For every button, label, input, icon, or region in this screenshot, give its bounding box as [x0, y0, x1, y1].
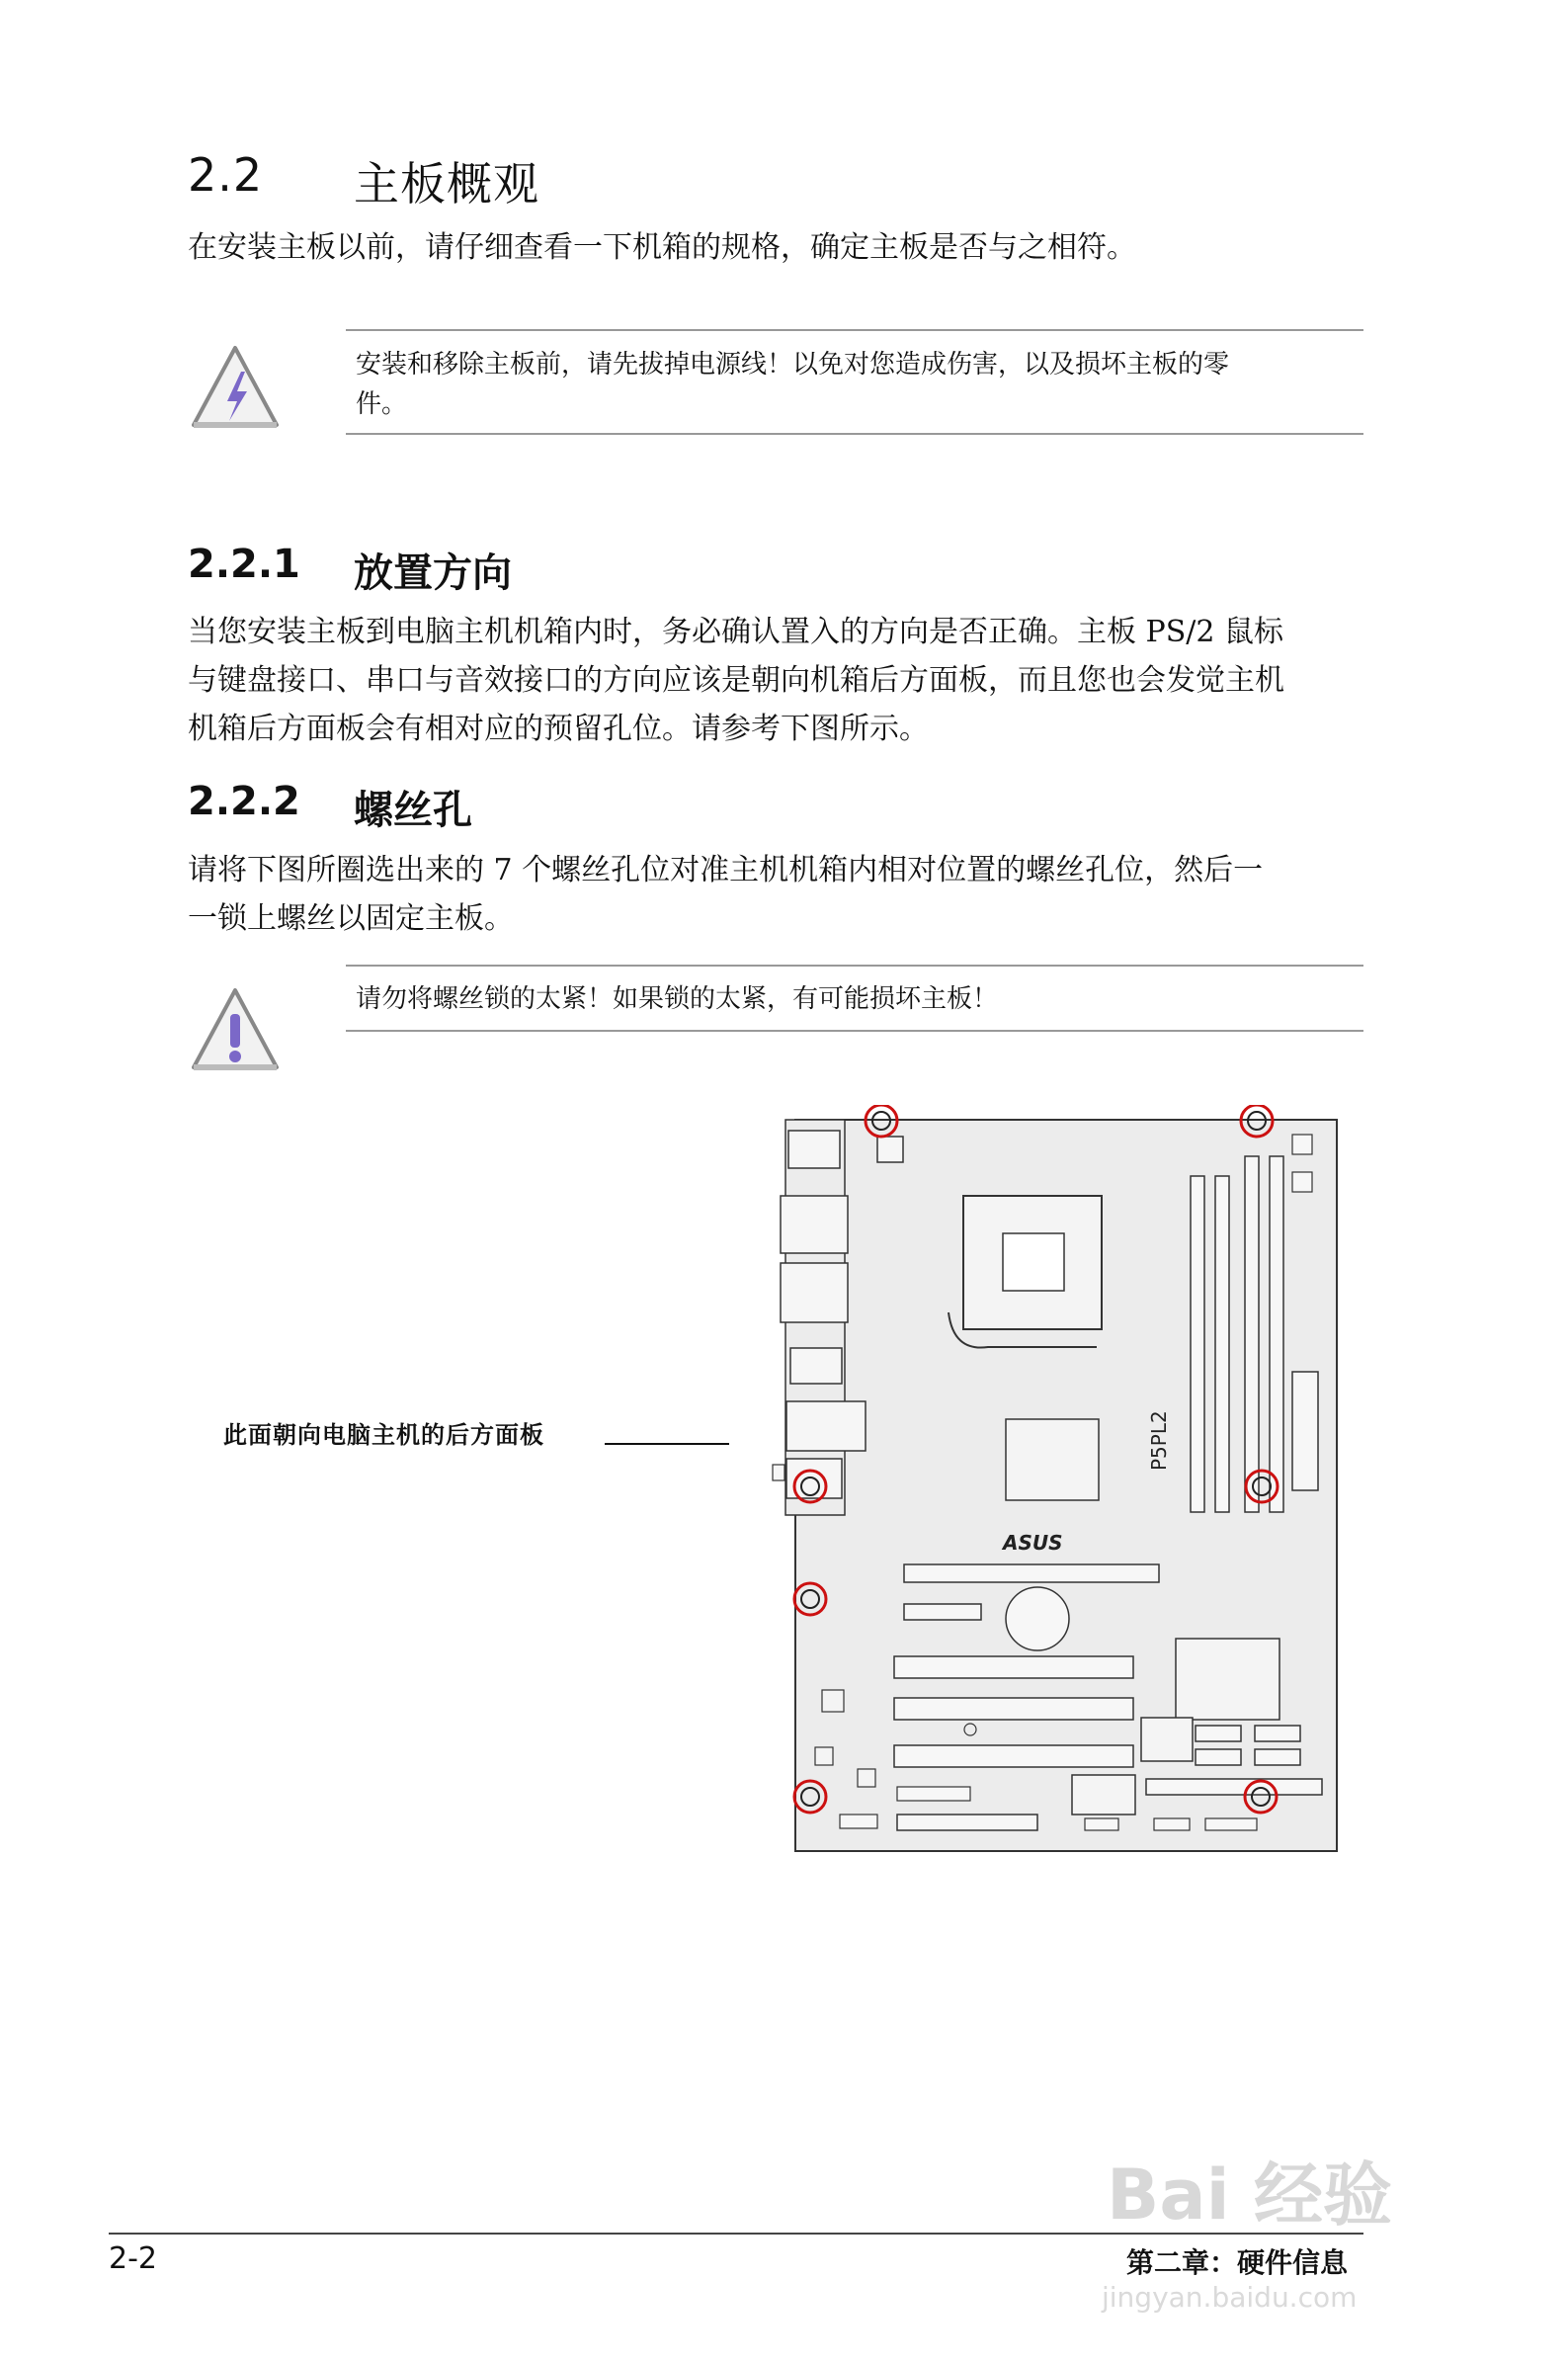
subsection-number: 2.2.1: [188, 542, 300, 587]
dimm-slot: [1270, 1156, 1283, 1512]
pcie-x1-slot: [904, 1604, 981, 1620]
section-number: 2.2: [188, 148, 264, 202]
warning-top-rule: [346, 329, 1363, 331]
warning-text-line2: 件。: [356, 389, 408, 419]
caution-top-rule: [346, 965, 1363, 967]
battery: [1006, 1587, 1069, 1650]
caution-text: 请勿将螺丝锁的太紧！如果锁的太紧，有可能损坏主板！: [356, 984, 999, 1014]
rear-panel-label: 此面朝向电脑主机的后方面板: [223, 1421, 544, 1449]
subsection-number: 2.2.2: [188, 779, 300, 824]
pci-slot: [894, 1656, 1133, 1678]
ide-connector: [1146, 1779, 1322, 1795]
footer-rule: [109, 2233, 1363, 2235]
paragraph-line: 当您安装主板到电脑主机机箱内时，务必确认置入的方向是否正确。主板 PS/2 鼠标: [188, 615, 1284, 649]
subsection-title: 螺丝孔: [354, 788, 472, 833]
sata-connector: [1255, 1749, 1300, 1765]
section-title: 主板概观: [354, 157, 539, 211]
subsection-title: 放置方向: [354, 550, 512, 596]
dimm-slot: [1245, 1156, 1259, 1512]
footer-page-number: 2-2: [109, 2241, 157, 2276]
pci-slot: [894, 1698, 1133, 1720]
model-label: P5PL2: [1147, 1410, 1171, 1471]
sata-connector: [1255, 1726, 1300, 1741]
dimm-slot: [1191, 1176, 1204, 1512]
sata-connector: [1196, 1726, 1241, 1741]
watermark-logo: Bai 经验: [1107, 2154, 1392, 2236]
warning-lightning-icon: [186, 342, 285, 433]
serial-port: [781, 1196, 848, 1253]
rear-panel-pointer: [605, 1443, 729, 1445]
caution-bottom-rule: [346, 1030, 1363, 1032]
northbridge-chip: [1006, 1419, 1099, 1500]
paragraph-line: 与键盘接口、串口与音效接口的方向应该是朝向机箱后方面板，而且您也会发觉主机: [188, 663, 1284, 698]
paragraph-line: 机箱后方面板会有相对应的预留孔位。请参考下图所示。: [188, 712, 929, 746]
pcie-x16-slot: [904, 1564, 1159, 1582]
footer-chapter: 第二章：硬件信息: [1126, 2246, 1349, 2279]
brand-logo: ASUS: [1003, 1531, 1063, 1555]
sata-connector: [1196, 1749, 1241, 1765]
paragraph-line: 一锁上螺丝以固定主板。: [188, 901, 514, 936]
warning-bottom-rule: [346, 433, 1363, 435]
southbridge-chip: [1176, 1639, 1279, 1720]
usb-ports: [790, 1348, 842, 1384]
caution-exclamation-icon: [186, 984, 285, 1075]
dimm-slot: [1215, 1176, 1229, 1512]
watermark-url: jingyan.baidu.com: [1102, 2281, 1358, 2314]
paragraph-line: 请将下图所圈选出来的 7 个螺丝孔位对准主机机箱内相对位置的螺丝孔位，然后一: [188, 853, 1264, 887]
warning-text-line1: 安装和移除主板前，请先拔掉电源线！以免对您造成伤害，以及损坏主板的零: [356, 350, 1230, 380]
parallel-port: [781, 1263, 848, 1322]
atx-power-connector: [1292, 1372, 1318, 1490]
ps2-ports: [788, 1131, 840, 1168]
motherboard-diagram: [751, 1105, 1344, 1856]
pci-slot: [894, 1745, 1133, 1767]
section-intro: 在安装主板以前，请仔细查看一下机箱的规格，确定主板是否与之相符。: [188, 230, 1136, 265]
floppy-connector: [897, 1815, 1037, 1830]
lan-usb-ports: [786, 1401, 866, 1451]
